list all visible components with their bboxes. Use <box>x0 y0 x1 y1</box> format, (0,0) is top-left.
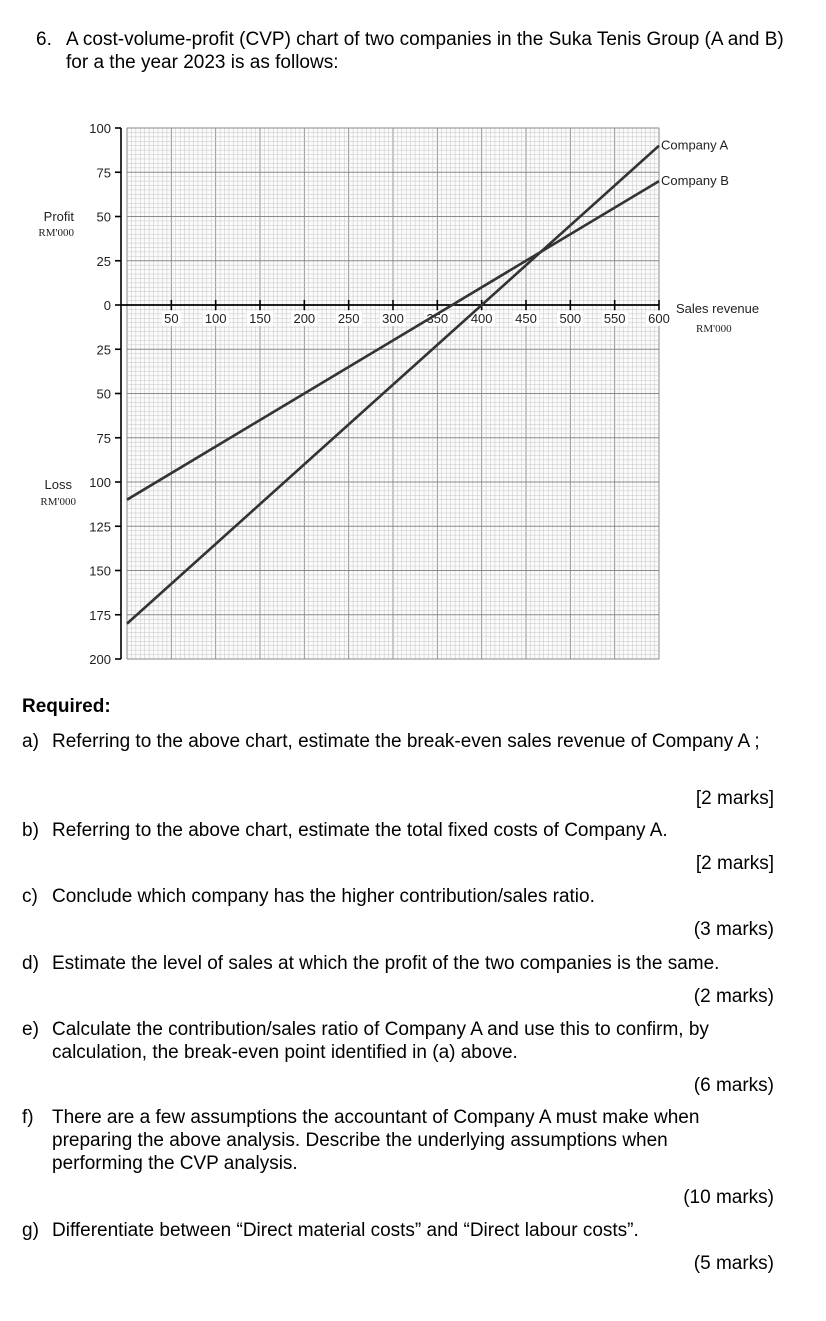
y-label-profit: Profit <box>43 209 74 224</box>
x-tick-label: 350 <box>426 311 449 326</box>
y-tick-label: 0 <box>103 298 111 313</box>
part-label: f) <box>22 1107 34 1128</box>
series-label: Company B <box>661 173 729 189</box>
required-heading: Required: <box>22 696 111 717</box>
y-label-loss-unit: RM'000 <box>40 496 76 508</box>
x-label-sales-revenue: Sales revenue <box>676 301 760 316</box>
y-tick-label: 150 <box>89 563 111 579</box>
y-label-loss: Loss <box>44 477 72 492</box>
x-tick-label: 50 <box>164 311 179 326</box>
x-tick-label: 500 <box>559 311 582 326</box>
chart-grid <box>127 128 659 659</box>
part-text: Differentiate between “Direct material costs” and “Direct labour costs”. <box>52 1220 639 1241</box>
part-b-marks: [2 marks] <box>695 853 774 874</box>
x-tick-label: 400 <box>470 311 493 326</box>
question-text: A cost-volume-profit (CVP) chart of two companies in the Suka Tenis Group (A and B) for a the year 2023 is as follows: <box>66 29 784 73</box>
part-c-marks: (3 marks) <box>693 919 774 940</box>
y-tick-label: 50 <box>96 209 111 225</box>
x-tick-label: 200 <box>293 311 316 326</box>
part-text: Referring to the above chart, estimate the total fixed costs of Company A. <box>52 820 668 841</box>
x-tick-label: 550 <box>603 311 626 326</box>
series-label: Company A <box>661 137 729 153</box>
part-b <box>22 819 782 842</box>
x-tick-label: 600 <box>648 311 670 326</box>
part-c <box>22 885 782 908</box>
x-tick-label: 100 <box>204 311 227 326</box>
part-d <box>22 952 782 975</box>
question-number: 6. <box>36 29 52 50</box>
part-label: g) <box>22 1220 39 1241</box>
y-label-profit-unit: RM'000 <box>38 227 74 239</box>
part-text: Calculate the contribution/sales ratio of Company A and use this to confirm, by calculation, the break-even point identified in (a) above. <box>52 1019 709 1063</box>
part-label: c) <box>22 886 38 907</box>
y-tick-label: 100 <box>89 475 111 490</box>
part-text: There are a few assumptions the accountant of Company A must make when preparing the above analysis. Describe the underlying assumptions when performing the CVP analysis. <box>52 1107 700 1174</box>
x-tick-label: 250 <box>337 311 360 326</box>
part-f-marks: (10 marks) <box>683 1187 774 1208</box>
x-tick-label: 150 <box>249 311 271 326</box>
y-tick-label: 50 <box>96 386 111 402</box>
part-label: d) <box>22 953 39 974</box>
part-e <box>22 1018 782 1064</box>
y-tick-label: 200 <box>89 652 111 667</box>
y-tick-label: 175 <box>89 607 111 623</box>
part-text: Referring to the above chart, estimate the break-even sales revenue of Company A ; <box>52 731 760 752</box>
part-g-marks: (5 marks) <box>693 1253 774 1274</box>
part-a-marks: [2 marks] <box>695 788 774 809</box>
part-text: Estimate the level of sales at which the profit of the two companies is the same. <box>52 953 720 974</box>
question-6 <box>36 28 796 74</box>
y-tick-label: 125 <box>89 519 111 535</box>
x-tick-label: 450 <box>515 311 537 326</box>
y-tick-label: 100 <box>89 121 111 136</box>
y-tick-label: 75 <box>96 165 111 181</box>
part-f <box>22 1106 782 1175</box>
part-a <box>22 730 782 753</box>
y-tick-label: 25 <box>96 342 111 358</box>
part-text: Conclude which company has the higher contribution/sales ratio. <box>52 886 595 907</box>
part-label: e) <box>22 1019 39 1040</box>
part-d-marks: (2 marks) <box>693 986 774 1007</box>
y-axis <box>89 121 121 667</box>
cvp-chart <box>0 110 826 670</box>
x-tick-label: 300 <box>382 311 404 326</box>
x-label-unit: RM'000 <box>696 323 732 335</box>
part-g <box>22 1219 782 1242</box>
part-label: a) <box>22 731 39 752</box>
part-e-marks: (6 marks) <box>693 1075 774 1096</box>
y-tick-label: 25 <box>96 253 111 269</box>
y-tick-label: 75 <box>96 430 111 446</box>
part-label: b) <box>22 820 39 841</box>
